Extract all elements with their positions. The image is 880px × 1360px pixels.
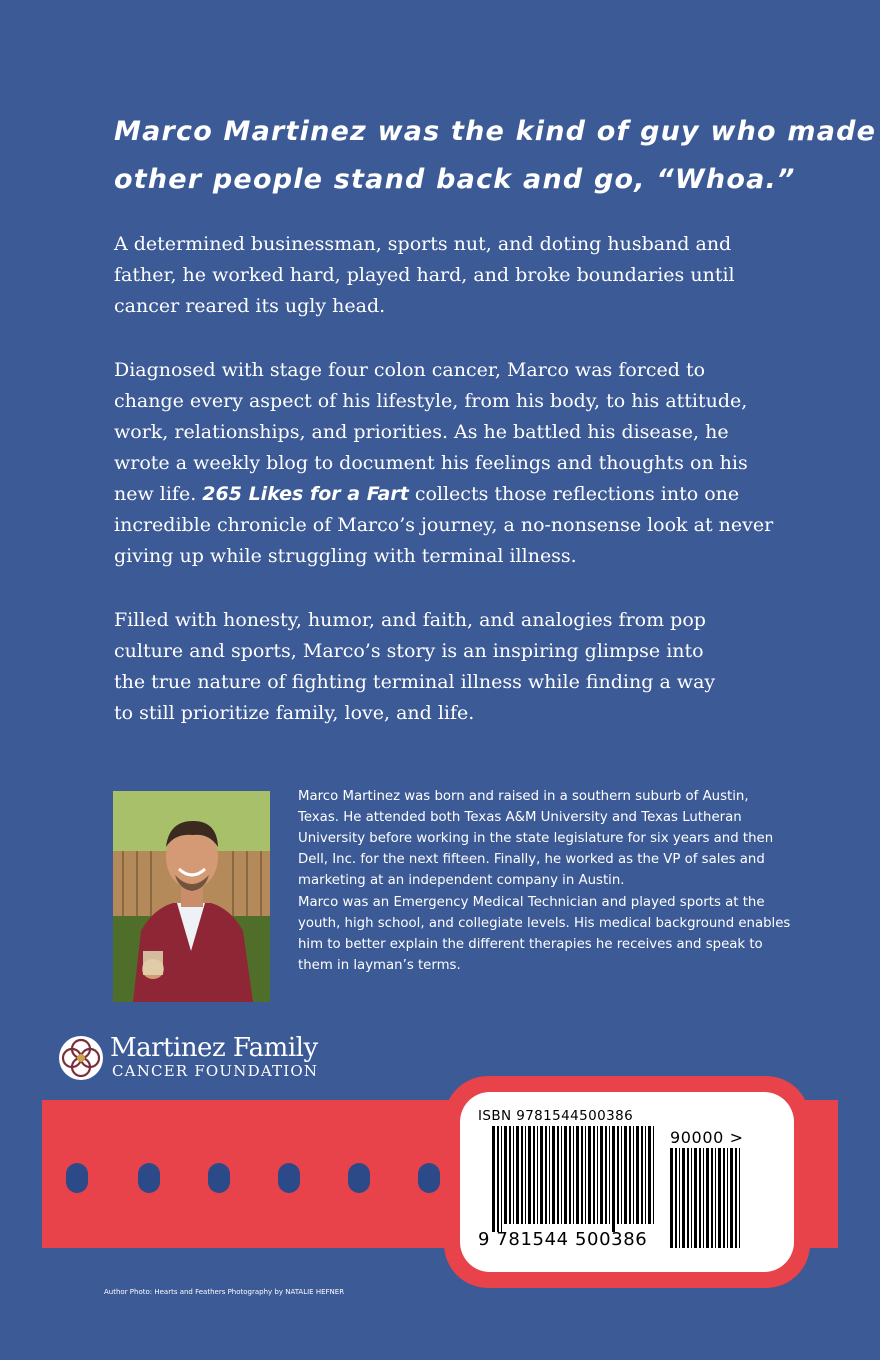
isbn-digits: 9 781544 500386 [478, 1229, 648, 1250]
barcode-bar [730, 1148, 733, 1248]
barcode-bar [492, 1126, 495, 1232]
barcode-bar [715, 1148, 716, 1248]
author-photo [113, 791, 270, 1002]
description-paragraph-2 [114, 355, 804, 572]
author-bio-paragraph-1 [298, 786, 818, 891]
wristband-hole [278, 1163, 300, 1193]
paragraph-line: wrote a weekly blog to document his feelings and thoughts on his [114, 452, 748, 474]
barcode-bar [648, 1126, 651, 1224]
barcode-bar [576, 1126, 579, 1224]
foundation-subtitle: CANCER FOUNDATION [112, 1062, 319, 1080]
paragraph-line: A determined businessman, sports nut, and doting husband and [114, 233, 732, 255]
barcode-bar [739, 1148, 740, 1248]
barcode-bar [703, 1148, 704, 1248]
paragraph-line: work, relationships, and priorities. As he battled his disease, he [114, 421, 729, 443]
barcode-bar [735, 1148, 737, 1248]
barcode-bar [691, 1148, 692, 1248]
barcode-bar [545, 1126, 547, 1224]
price-code: 90000 > [670, 1128, 744, 1147]
isbn-label: ISBN 9781544500386 [478, 1108, 634, 1124]
wristband-hole [418, 1163, 440, 1193]
barcode-bar [593, 1126, 595, 1224]
barcode-bar [687, 1148, 689, 1248]
bio-line: youth, high school, and collegiate levels. His medical background enables [298, 916, 791, 931]
book-title: 265 Likes for a Fart [202, 483, 409, 505]
barcode-bar [653, 1126, 654, 1224]
barcode-bar [573, 1126, 574, 1224]
barcode-addon-bars [670, 1148, 742, 1248]
barcode-bar [513, 1126, 514, 1224]
barcode-bars [492, 1126, 654, 1232]
wristband-hole [348, 1163, 370, 1193]
wristband-notch [0, 1100, 42, 1248]
barcode-bar [609, 1126, 610, 1224]
bio-line: Marco Martinez was born and raised in a southern suburb of Austin, [298, 789, 749, 804]
line-text: collects those reflections into one [408, 483, 740, 505]
barcode-bar [528, 1126, 531, 1224]
barcode-bar [675, 1148, 677, 1248]
barcode-bar [723, 1148, 725, 1248]
bio-line: them in layman’s terms. [298, 958, 461, 973]
bio-line: Dell, Inc. for the next fifteen. Finally, he worked as the VP of sales and [298, 852, 765, 867]
paragraph-line [114, 479, 804, 510]
barcode-bar [645, 1126, 646, 1224]
barcode-bar [629, 1126, 631, 1224]
barcode-bar [621, 1126, 622, 1224]
wristband-notch [838, 1100, 880, 1248]
paragraph-line: father, he worked hard, played hard, and broke boundaries until [114, 264, 735, 286]
barcode-bar [682, 1148, 685, 1248]
barcode-bar [549, 1126, 550, 1224]
author-photo-illustration [113, 791, 270, 1002]
paragraph-line: culture and sports, Marco’s story is an inspiring glimpse into [114, 640, 704, 662]
barcode-bar [600, 1126, 603, 1224]
headline [114, 108, 877, 204]
barcode-bar [509, 1126, 511, 1224]
barcode-bar [670, 1148, 673, 1248]
bio-line: University before working in the state legislature for six years and then [298, 831, 774, 846]
barcode-bar [597, 1126, 598, 1224]
barcode-bar [557, 1126, 559, 1224]
barcode-bar [585, 1126, 586, 1224]
paragraph-line: giving up while struggling with terminal illness. [114, 545, 577, 567]
barcode-bar [537, 1126, 538, 1224]
barcode-bar [699, 1148, 701, 1248]
barcode-bar [706, 1148, 709, 1248]
flower-logo-icon [58, 1035, 104, 1081]
barcode-bar [501, 1126, 502, 1232]
barcode-bar [718, 1148, 721, 1248]
photo-credit: Author Photo: Hearts and Feathers Photography by NATALIE HEFNER [104, 1288, 345, 1296]
wristband-hole [208, 1163, 230, 1193]
paragraph-line: change every aspect of his lifestyle, from his body, to his attitude, [114, 390, 748, 412]
barcode-bar [497, 1126, 499, 1232]
paragraph-line: the true nature of fighting terminal illness while finding a way [114, 671, 716, 693]
description-paragraph-1 [114, 229, 804, 322]
barcode-bar [711, 1148, 713, 1248]
barcode-bar [588, 1126, 591, 1224]
paragraph-line: incredible chronicle of Marco’s journey, a no-nonsense look at never [114, 514, 774, 536]
barcode-bar [569, 1126, 571, 1224]
barcode-bar [561, 1126, 562, 1224]
headline-line: other people stand back and go, “Whoa.” [114, 164, 796, 195]
author-bio-paragraph-2 [298, 892, 818, 976]
bio-line: him to better explain the different therapies he receives and speak to [298, 937, 763, 952]
paragraph-line: cancer reared its ugly head. [114, 295, 386, 317]
barcode-bar [633, 1126, 634, 1224]
barcode-bar [727, 1148, 728, 1248]
barcode-bar [694, 1148, 697, 1248]
barcode-bar [617, 1126, 619, 1224]
barcode-bar [521, 1126, 523, 1224]
headline-line: Marco Martinez was the kind of guy who made [114, 116, 877, 147]
barcode-bar [564, 1126, 567, 1224]
barcode-bar [525, 1126, 526, 1224]
barcode-bar [679, 1148, 680, 1248]
barcode-bar [540, 1126, 543, 1224]
barcode-bar [581, 1126, 583, 1224]
description-paragraph-3 [114, 605, 804, 729]
barcode-bar [612, 1126, 615, 1232]
paragraph-line: Filled with honesty, humor, and faith, and analogies from pop [114, 609, 706, 631]
barcode-bar [605, 1126, 607, 1224]
bio-line: Texas. He attended both Texas A&M University and Texas Lutheran [298, 810, 742, 825]
barcode-bar [552, 1126, 555, 1224]
line-text: new life. [114, 483, 203, 505]
barcode-bar [641, 1126, 643, 1224]
barcode-bar [504, 1126, 507, 1224]
barcode-bar [624, 1126, 627, 1224]
wristband-hole [66, 1163, 88, 1193]
barcode-bar [636, 1126, 639, 1224]
bio-line: marketing at an independent company in Austin. [298, 873, 625, 888]
paragraph-line: Diagnosed with stage four colon cancer, Marco was forced to [114, 359, 706, 381]
barcode [478, 1108, 778, 1258]
barcode-bar [533, 1126, 535, 1224]
barcode-bar [516, 1126, 519, 1224]
paragraph-line: to still prioritize family, love, and life. [114, 702, 475, 724]
wristband-hole [138, 1163, 160, 1193]
bio-line: Marco was an Emergency Medical Technician and played sports at the [298, 895, 765, 910]
foundation-name: Martinez Family [110, 1033, 318, 1063]
